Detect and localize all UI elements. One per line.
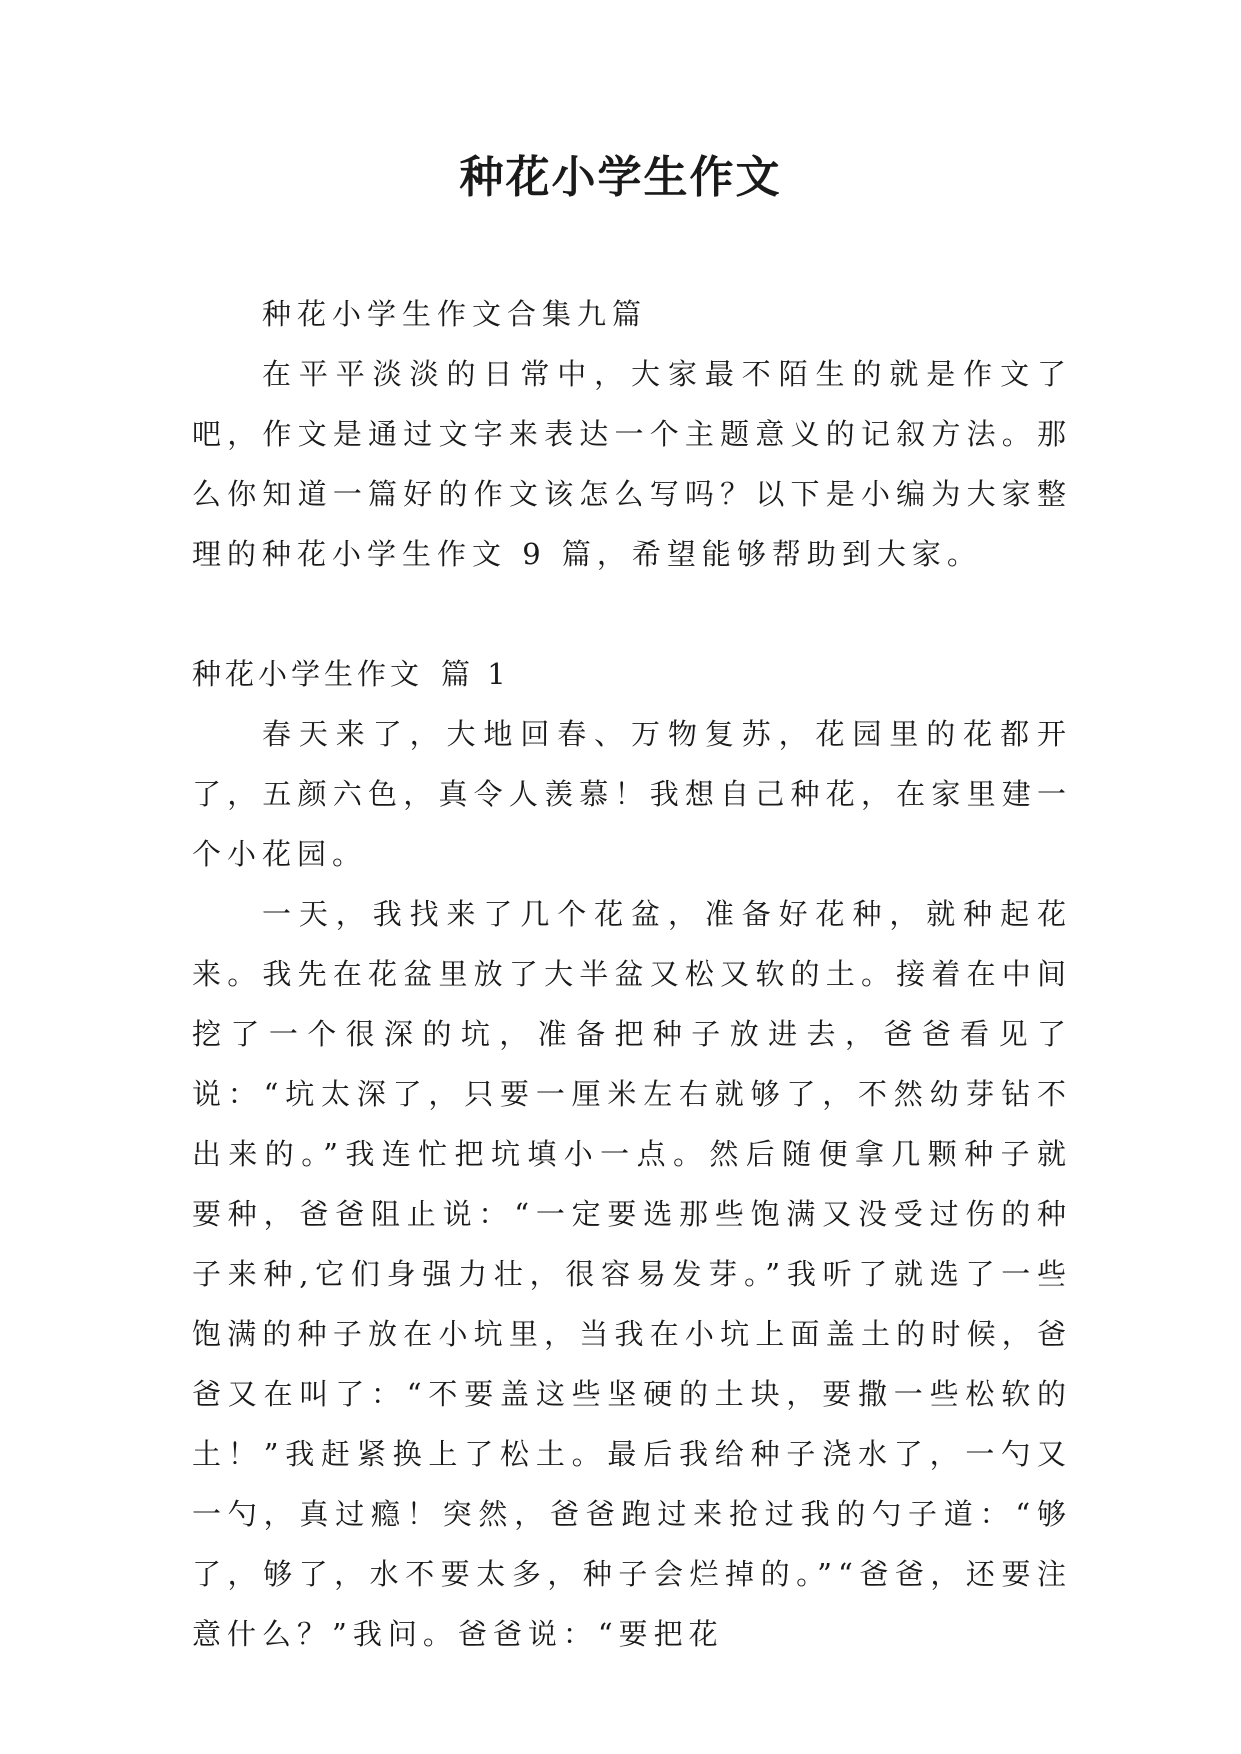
section-heading (192, 644, 1072, 704)
document-title: 种花小学生作文 (459, 152, 782, 203)
section-paragraph-1: 春天来了，大地回春、万物复苏，花园里的花都开了，五颜六色，真令人羡慕！我想自己种花，在家里建一个小花园。 (192, 717, 1072, 871)
document-body (192, 284, 1072, 1664)
section-spacer (192, 584, 1072, 644)
collection-title: 种花小学生作文合集九篇 (262, 297, 648, 331)
section-heading-number: 篇 1 (441, 657, 510, 691)
section-paragraph-2: 一天，我找来了几个花盆，准备好花种，就种起花来。我先在花盆里放了大半盆又松又软的土。接着在中间挖了一个很深的坑，准备把种子放进去，爸爸看见了说：“坑太深了，只要一厘米左右就够了，不然幼芽钻不出来的。”我连忙把坑填小一点。然后随便拿几颗种子就要种，爸爸阻止说：“一定要选那些饱满又没受过伤的种子来种,它们身强力壮，很容易发芽。”我听了就选了一些饱满的种子放在小坑里，当我在小坑上面盖土的时候，爸爸又在叫了：“不要盖这些坚硬的土块，要撒一些松软的土！”我赶紧换上了松土。最后我给种子浇水了，一勺又一勺，真过瘾！突然，爸爸跑过来抢过我的勺子道：“够了，够了，水不要太多，种子会烂掉的。”“爸爸，还要注意什么？”我问。爸爸说：“要把花 (192, 897, 1072, 1651)
intro-paragraph: 在平平淡淡的日常中，大家最不陌生的就是作文了吧，作文是通过文字来表达一个主题意义的记叙方法。那么你知道一篇好的作文该怎么写吗？以下是小编为大家整理的种花小学生作文 9 篇，希望能够帮助到大家。 (192, 357, 1072, 571)
section-heading-text: 种花小学生作文 (192, 657, 424, 691)
